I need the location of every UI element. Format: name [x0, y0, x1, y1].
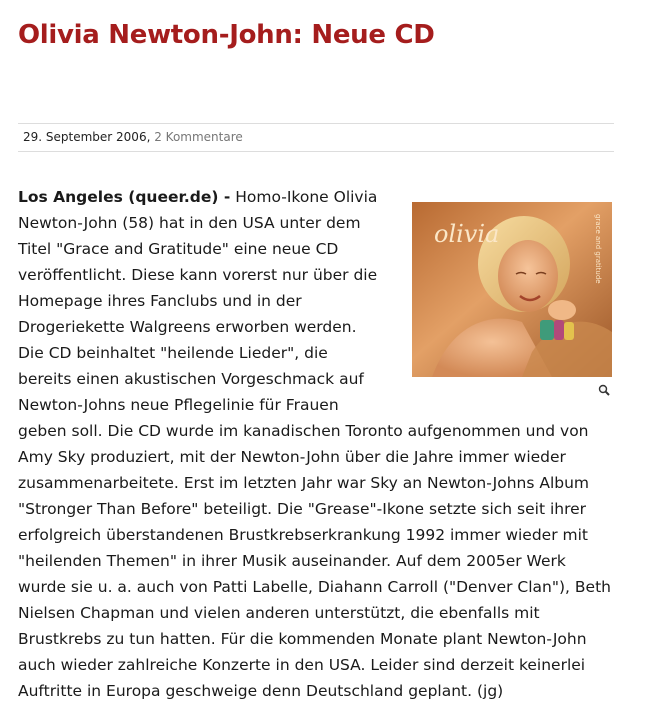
article-date: 29. September 2006, [23, 130, 151, 144]
cover-spine-text: grace and gratitude [594, 214, 602, 284]
article-text: Homo-Ikone Olivia Newton-John (58) hat in den USA unter dem Titel "Grace and Gratitude" eine neue CD veröffentlicht. Diese kann vorerst nur über die Homepage ihres Fanclubs und in der Drogeriekette Walgreens erworben werden. Die CD beinhaltet "heilende Lieder", die bereits einen akustischen Vorgeschmack auf Newton-Johns neue Pflegelinie für Frauen geben soll. Die CD wurde im kanadischen Toronto aufgenommen und von Amy Sky produziert, mit der Newton-John über die Jahre immer wieder zusammenarbeitete. Erst im letzten Jahr war Sky an Newton-Johns Album "Stronger Than Before" beteiligt. Die "Grease"-Ikone setzte sich seit ihrer erfolgreich überstandenen Brustkrebserkrankung 1992 immer wieder mit "heilenden Themen" in ihrer Musik auseinander. Auf dem 2005er Werk wurde sie u. a. auch von Patti Labelle, Diahann Carroll ("Denver Clan"), Beth Nielsen Chapman und vielen anderen unterstützt, die ebenfalls mit Brustkrebs zu tun hatten. Für die kommenden Monate plant Newton-John auch wieder zahlreiche Konzerte in den USA. Leider sind derzeit keinerlei Auftritte in Europa geschweige denn Deutschland geplant. (jg) [18, 188, 611, 700]
album-figure [412, 202, 612, 402]
comments-link[interactable]: 2 Kommentare [154, 130, 243, 144]
article-title: Olivia Newton-John: Neue CD [18, 20, 435, 50]
cover-logo: olivia [434, 220, 500, 248]
article-meta [18, 123, 614, 152]
article-body [18, 184, 615, 704]
article-lead: Los Angeles (queer.de) - [18, 188, 231, 206]
magnifier-icon[interactable] [598, 384, 610, 396]
album-cover-image[interactable] [412, 202, 612, 377]
